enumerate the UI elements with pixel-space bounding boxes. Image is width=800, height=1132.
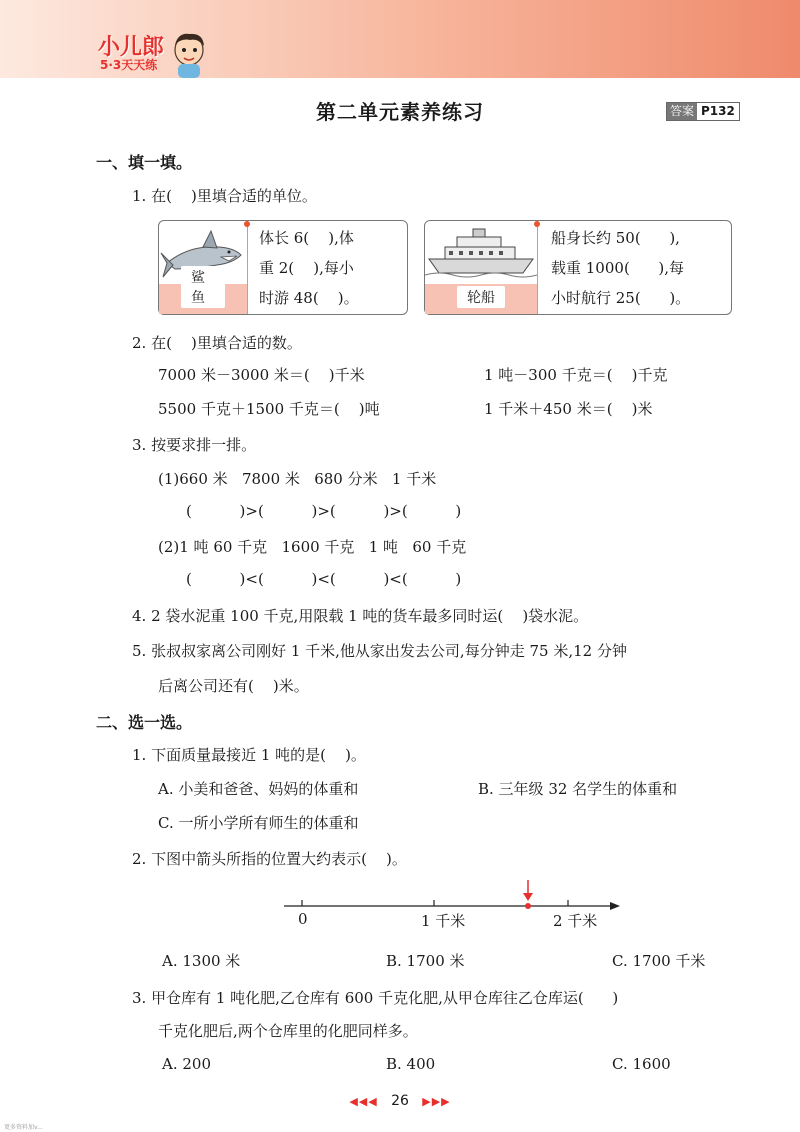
s2-q2-text: 2. 下图中箭头所指的位置大约表示( )。 bbox=[132, 850, 407, 868]
ship-line-1: 船身长约 50( ), bbox=[551, 229, 680, 247]
brand-logo: 小儿郎 bbox=[98, 35, 165, 60]
arrow-point bbox=[525, 903, 531, 909]
s2-q2-option-c: C. 1700 千米 bbox=[612, 952, 706, 970]
shark-image-pane bbox=[159, 221, 248, 314]
s1-q2-eq4: 1 千米＋450 米＝( )米 bbox=[484, 400, 653, 418]
number-line bbox=[284, 880, 624, 910]
s1-q5-line1: 5. 张叔叔家离公司刚好 1 千米,他从家出发去公司,每分钟走 75 米,12 分钟 bbox=[132, 642, 627, 660]
s2-q2-option-a: A. 1300 米 bbox=[162, 952, 241, 970]
ship-line-3: 小时航行 25( )。 bbox=[551, 289, 691, 307]
s2-q3-option-b: B. 400 bbox=[386, 1055, 436, 1073]
s1-q5-line2: 后离公司还有( )米。 bbox=[158, 677, 309, 695]
s2-q3-line2: 千克化肥后,两个仓库里的化肥同样多。 bbox=[158, 1022, 418, 1040]
ship-caption: 轮船 bbox=[457, 286, 505, 308]
page-number: 26 bbox=[391, 1093, 409, 1109]
answer-page: P132 bbox=[701, 104, 735, 118]
ship-dot bbox=[534, 221, 540, 227]
s1-q2-eq3: 5500 千克＋1500 千克＝( )吨 bbox=[158, 400, 380, 418]
shark-line-3: 时游 48( )。 bbox=[259, 289, 359, 307]
tick-label-0: 0 bbox=[298, 910, 308, 928]
shark-dot bbox=[244, 221, 250, 227]
shark-line-2: 重 2( ),每小 bbox=[259, 259, 354, 277]
shark-card bbox=[158, 220, 408, 315]
tick-label-2: 2 千米 bbox=[553, 912, 598, 930]
tick-label-1: 1 千米 bbox=[421, 912, 466, 930]
section2-title: 二、选一选。 bbox=[96, 713, 193, 732]
s2-q1-option-c: C. 一所小学所有师生的体重和 bbox=[158, 814, 359, 832]
answer-page-badge bbox=[666, 102, 740, 121]
ship-image-pane bbox=[425, 221, 538, 314]
s2-q1-option-a: A. 小美和爸爸、妈妈的体重和 bbox=[158, 780, 359, 798]
mascot-boy-icon bbox=[168, 30, 210, 78]
s1-q3-text: 3. 按要求排一排。 bbox=[132, 436, 257, 454]
s1-q3-part1-answer: ( )>( )>( )>( ) bbox=[186, 502, 462, 520]
s2-q3-line1: 3. 甲仓库有 1 吨化肥,乙仓库有 600 千克化肥,从甲仓库往乙仓库运( ) bbox=[132, 989, 619, 1007]
s1-q3-part2-answer: ( )<( )<( )<( ) bbox=[186, 570, 462, 588]
brand-subtitle: 5·3天天练 bbox=[100, 58, 158, 72]
s1-q4-text: 4. 2 袋水泥重 100 千克,用限载 1 吨的货车最多同时运( )袋水泥。 bbox=[132, 607, 589, 625]
s1-q2-text: 2. 在( )里填合适的数。 bbox=[132, 334, 302, 352]
s1-q3-part1: (1)660 米 7800 米 680 分米 1 千米 bbox=[158, 470, 437, 488]
s2-q1-option-b: B. 三年级 32 名学生的体重和 bbox=[478, 780, 678, 798]
left-arrows-icon: ◀◀◀ bbox=[349, 1095, 378, 1108]
ship-icon bbox=[425, 223, 537, 285]
ship-line-2: 载重 1000( ),每 bbox=[551, 259, 685, 277]
s1-q2-eq1: 7000 米－3000 米＝( )千米 bbox=[158, 366, 365, 384]
section1-title: 一、填一填。 bbox=[96, 153, 193, 172]
answer-label: 答案 bbox=[667, 103, 697, 120]
page-footer bbox=[0, 1093, 800, 1109]
s2-q3-option-a: A. 200 bbox=[162, 1055, 211, 1073]
s1-q1-text: 1. 在( )里填合适的单位。 bbox=[132, 187, 317, 205]
shark-caption: 鲨鱼 bbox=[181, 266, 225, 308]
right-arrows-icon: ▶▶▶ bbox=[422, 1095, 451, 1108]
bottom-note: 更多资料加v... bbox=[4, 1124, 43, 1131]
s2-q1-text: 1. 下面质量最接近 1 吨的是( )。 bbox=[132, 746, 366, 764]
s2-q3-option-c: C. 1600 bbox=[612, 1055, 671, 1073]
ship-card bbox=[424, 220, 732, 315]
shark-line-1: 体长 6( ),体 bbox=[259, 229, 354, 247]
s1-q2-eq2: 1 吨－300 千克＝( )千克 bbox=[484, 366, 668, 384]
s1-q3-part2: (2)1 吨 60 千克 1600 千克 1 吨 60 千克 bbox=[158, 538, 467, 556]
page-title: 第二单元素养练习 bbox=[316, 100, 484, 124]
s2-q2-option-b: B. 1700 米 bbox=[386, 952, 465, 970]
